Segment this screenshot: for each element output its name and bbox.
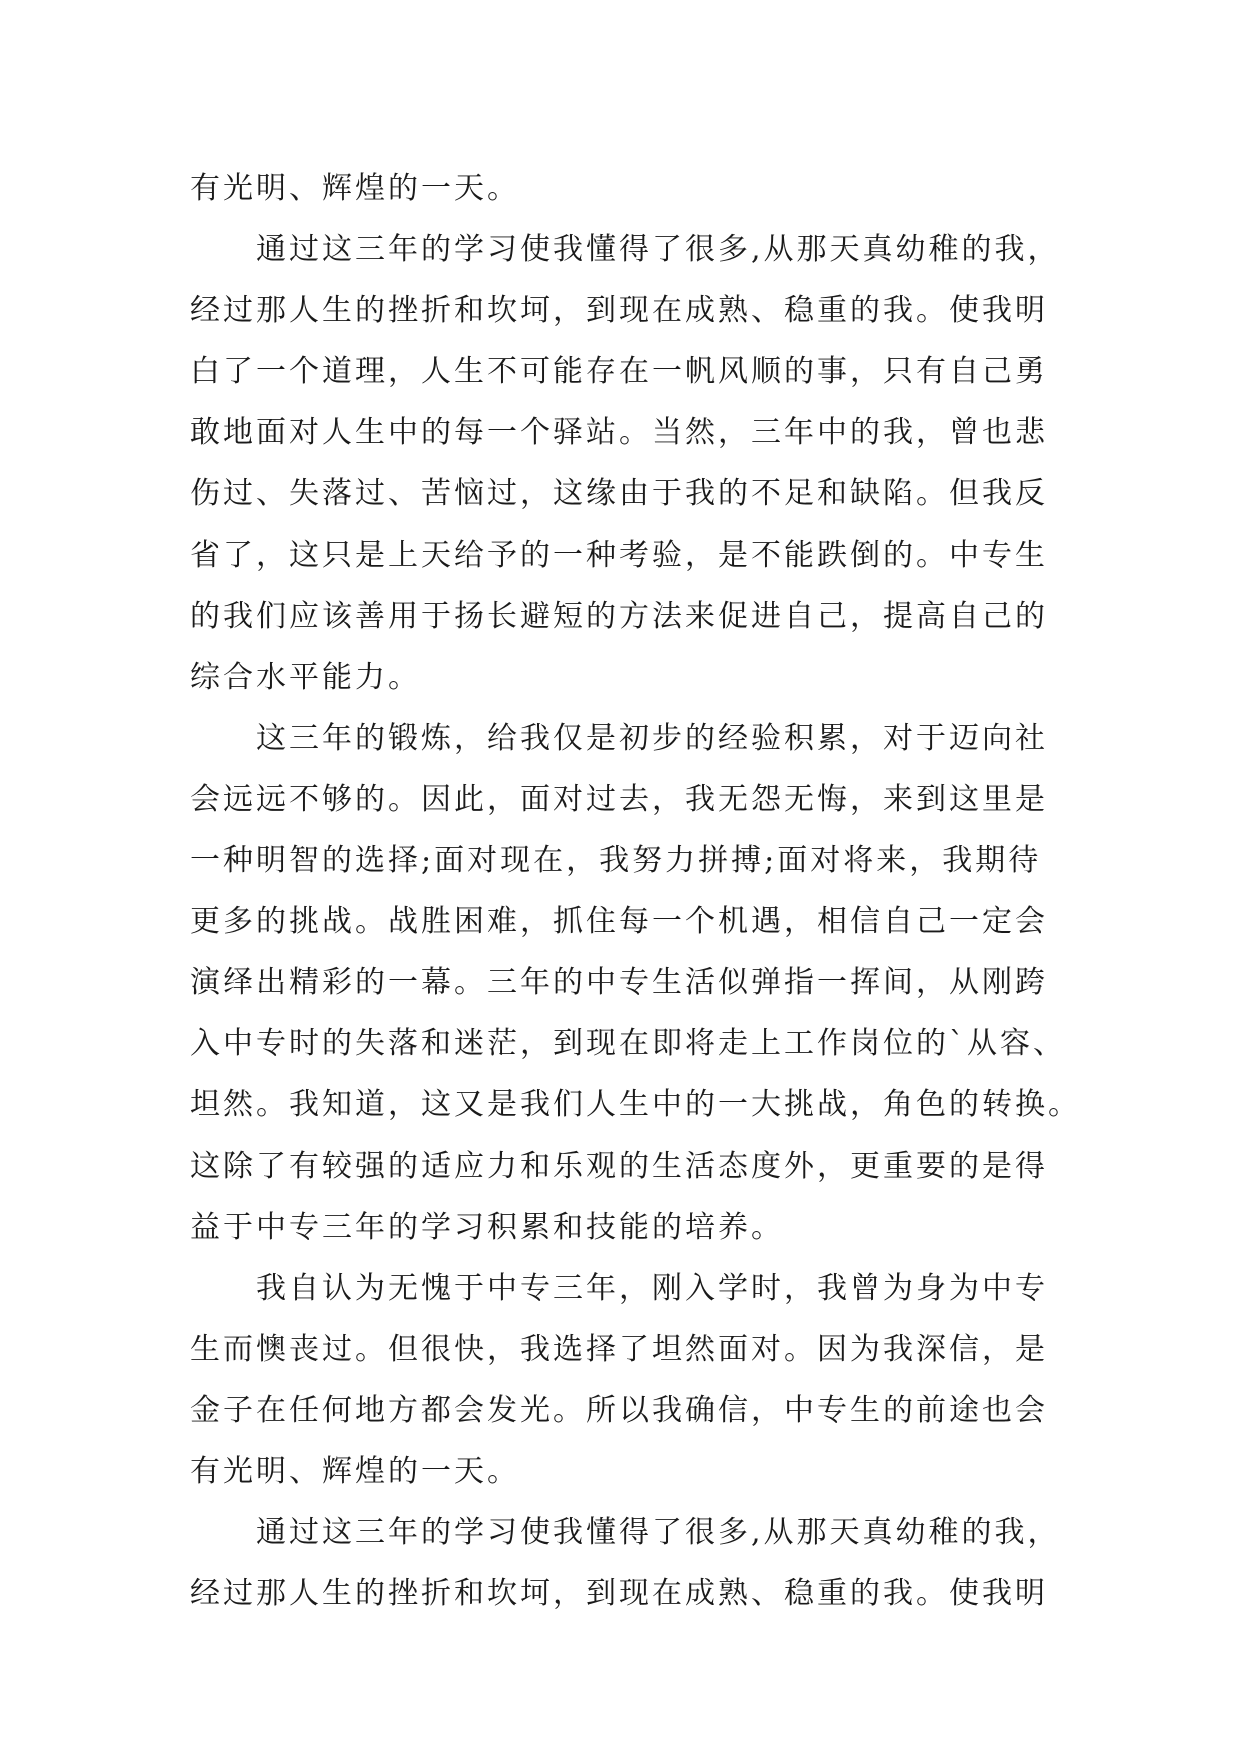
text-line: 省了，这只是上天给予的一种考验，是不能跌倒的。中专生 — [190, 537, 1048, 573]
text-line: 通过这三年的学习使我懂得了很多,从那天真幼稚的我， — [256, 1515, 1061, 1551]
text-line: 坦然。我知道，这又是我们人生中的一大挑战，角色的转换。 — [190, 1087, 1081, 1123]
text-line: 一种明智的选择;面对现在，我努力拼搏;面对将来，我期待 — [190, 843, 1042, 879]
text-line: 更多的挑战。战胜困难，抓住每一个机遇，相信自己一定会 — [190, 904, 1048, 940]
text-line: 伤过、失落过、苦恼过，这缘由于我的不足和缺陷。但我反 — [190, 476, 1048, 512]
text-line: 白了一个道理，人生不可能存在一帆风顺的事，只有自己勇 — [190, 354, 1048, 390]
text-line: 有光明、辉煌的一天。 — [190, 171, 520, 206]
text-line: 我自认为无愧于中专三年，刚入学时，我曾为身为中专 — [256, 1270, 1048, 1306]
text-line: 通过这三年的学习使我懂得了很多,从那天真幼稚的我， — [256, 232, 1061, 268]
text-line: 这三年的锻炼，给我仅是初步的经验积累，对于迈向社 — [256, 720, 1048, 756]
text-line: 金子在任何地方都会发光。所以我确信，中专生的前途也会 — [190, 1392, 1048, 1428]
text-line: 敢地面对人生中的每一个驿站。当然，三年中的我，曾也悲 — [190, 415, 1048, 451]
text-line: 入中专时的失落和迷茫，到现在即将走上工作岗位的`从容、 — [190, 1026, 1066, 1062]
text-line: 经过那人生的挫折和坎坷，到现在成熟、稳重的我。使我明 — [190, 1576, 1048, 1612]
text-line: 有光明、辉煌的一天。 — [190, 1453, 520, 1489]
text-line: 这除了有较强的适应力和乐观的生活态度外，更重要的是得 — [190, 1148, 1048, 1184]
text-line: 生而懊丧过。但很快，我选择了坦然面对。因为我深信，是 — [190, 1331, 1048, 1367]
text-line: 演绎出精彩的一幕。三年的中专生活似弹指一挥间，从刚跨 — [190, 965, 1048, 1001]
document-body — [190, 158, 1090, 1624]
text-line: 益于中专三年的学习积累和技能的培养。 — [190, 1209, 784, 1245]
text-line: 综合水平能力。 — [190, 659, 421, 695]
text-line: 经过那人生的挫折和坎坷，到现在成熟、稳重的我。使我明 — [190, 293, 1048, 329]
text-line: 会远远不够的。因此，面对过去，我无怨无悔，来到这里是 — [190, 781, 1048, 817]
text-line: 的我们应该善用于扬长避短的方法来促进自己，提高自己的 — [190, 598, 1048, 634]
